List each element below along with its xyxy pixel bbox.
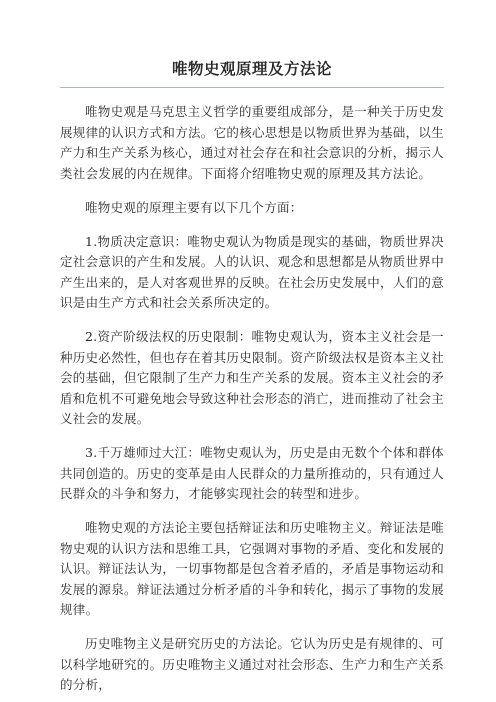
paragraph-historical-materialism: 历史唯物主义是研究历史的方法论。它认为历史是有规律的、可以科学地研究的。历史唯物主义通过对社会形态、生产力和生产关系的分析， [60,636,445,692]
paragraph-principles-heading: 唯物史观的原理主要有以下几个方面： [85,199,303,215]
paragraph-principle-2: 2.资产阶级法权的历史限制：唯物史观认为，资本主义社会是一种历史必然性，但也存在着其历史限制。资产阶级法权是资本主义社会的基础，但它限制了生产力和生产关系的发展。资本主义社会的矛盾和危机不可避免地会导致这种社会形态的消亡，进而推动了社会主义社会的发展。 [60,329,445,426]
paragraph-intro: 唯物史观是马克思主义哲学的重要组成部分，是一种关于历史发展规律的认识方式和方法。它的核心思想是以物质世界为基础，以生产力和生产关系为核心，通过对社会存在和社会意识的分析，揭示人类社会发展的内在规律。下面将介绍唯物史观的原理及其方法论。 [60,104,445,181]
paragraph-principle-3: 3.千万雄师过大江：唯物史观认为，历史是由无数个个体和群体共同创造的。历史的变革是由人民群众的力量所推动的，只有通过人民群众的斗争和努力，才能够实现社会的转型和进步。 [60,445,445,501]
document-title: 唯物史观原理及方法论 [171,59,332,78]
title-underline [60,87,444,88]
paragraph-methodology: 唯物史观的方法论主要包括辩证法和历史唯物主义。辩证法是唯物史观的认识方法和思维工具，它强调对事物的矛盾、变化和发展的认识。辩证法认为，一切事物都是包含着矛盾的，矛盾是事物运动和发展的源泉。辩证法通过分析矛盾的斗争和转化，揭示了事物的发展规律。 [60,520,445,617]
document-body [60,102,444,696]
paragraph-principle-1: 1.物质决定意识：唯物史观认为物质是现实的基础，物质世界决定社会意识的产生和发展。人的认识、观念和思想都是从物质世界中产生出来的，是人对客观世界的反映。在社会历史发展中，人们的意识是由生产方式和社会关系所决定的。 [60,233,445,310]
